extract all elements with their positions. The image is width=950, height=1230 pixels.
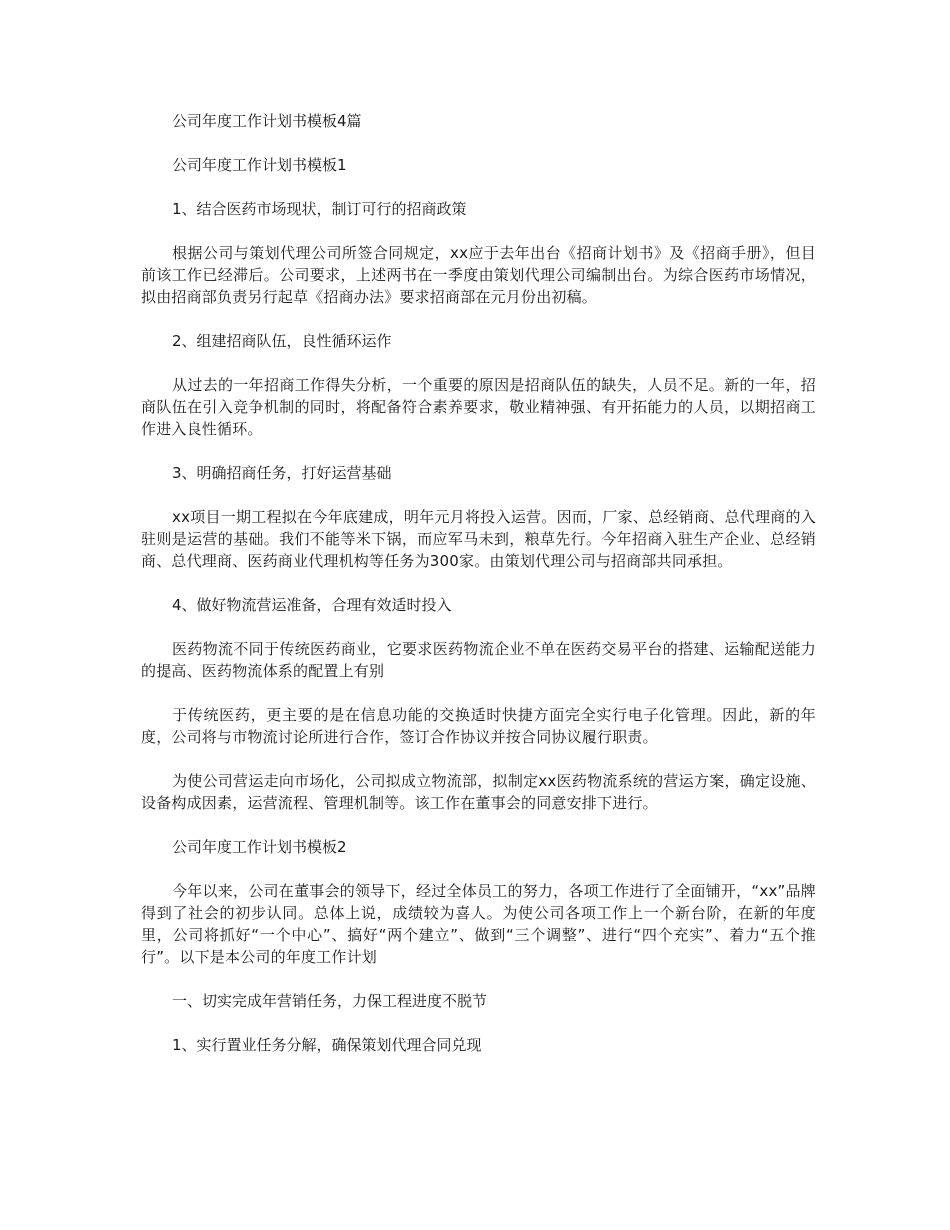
paragraph: 于传统医药，更主要的是在信息功能的交换适时快捷方面完全实行电子化管理。因此，新的年度，公司将与市物流讨论所进行合作，签订合作协议并按合同协议履行职责。 <box>141 706 816 746</box>
section-title-template-2: 公司年度工作计划书模板2 <box>172 838 347 856</box>
subheading-1: 1、结合医药市场现状，制订可行的招商政策 <box>172 200 467 218</box>
subheading-2: 2、组建招商队伍，良性循环运作 <box>172 332 392 350</box>
paragraph: 根据公司与策划代理公司所签合同规定，xx应于去年出台《招商计划书》及《招商手册》，但目前该工作已经滞后。公司要求，上述两书在一季度由策划代理公司编制出台。为综合医药市场情况，拟由招商部负责另行起草《招商办法》要求招商部在元月份出初稿。 <box>141 244 816 306</box>
paragraph: 医药物流不同于传统医药商业，它要求医药物流企业不单在医药交易平台的搭建、运输配送能力的提高、医药物流体系的配置上有别 <box>141 640 816 680</box>
subheading-3: 3、明确招商任务，打好运营基础 <box>172 464 392 482</box>
paragraph: 从过去的一年招商工作得失分析，一个重要的原因是招商队伍的缺失，人员不足。新的一年，招商队伍在引入竞争机制的同时，将配备符合素养要求，敬业精神强、有开拓能力的人员，以期招商工作进入良性循环。 <box>141 376 816 438</box>
subheading-item-1: 1、实行置业任务分解，确保策划代理合同兑现 <box>172 1036 482 1054</box>
paragraph: xx项目一期工程拟在今年底建成，明年元月将投入运营。因而，厂家、总经销商、总代理商的入驻则是运营的基础。我们不能等米下锅，而应军马未到，粮草先行。今年招商入驻生产企业、总经销商、总代理商、医药商业代理机构等任务为300家。由策划代理公司与招商部共同承担。 <box>141 508 816 570</box>
paragraph: 今年以来，公司在董事会的领导下，经过全体员工的努力，各项工作进行了全面铺开，“xx”品牌得到了社会的初步认同。总体上说，成绩较为喜人。为使公司各项工作上一个新台阶，在新的年度里，公司将抓好“一个中心”、搞好“两个建立”、做到“三个调整”、进行“四个充实”、着力“五个推行”。以下是本公司的年度工作计划 <box>141 882 816 966</box>
document-title: 公司年度工作计划书模板4篇 <box>172 112 362 130</box>
subheading-section-one: 一、切实完成年营销任务，力保工程进度不脱节 <box>172 992 488 1010</box>
subheading-4: 4、做好物流营运准备，合理有效适时投入 <box>172 596 452 614</box>
section-title-template-1: 公司年度工作计划书模板1 <box>172 156 347 174</box>
document-page <box>141 110 816 1078</box>
paragraph: 为使公司营运走向市场化，公司拟成立物流部，拟制定xx医药物流系统的营运方案，确定设施、设备构成因素，运营流程、管理机制等。该工作在董事会的同意安排下进行。 <box>141 772 816 812</box>
